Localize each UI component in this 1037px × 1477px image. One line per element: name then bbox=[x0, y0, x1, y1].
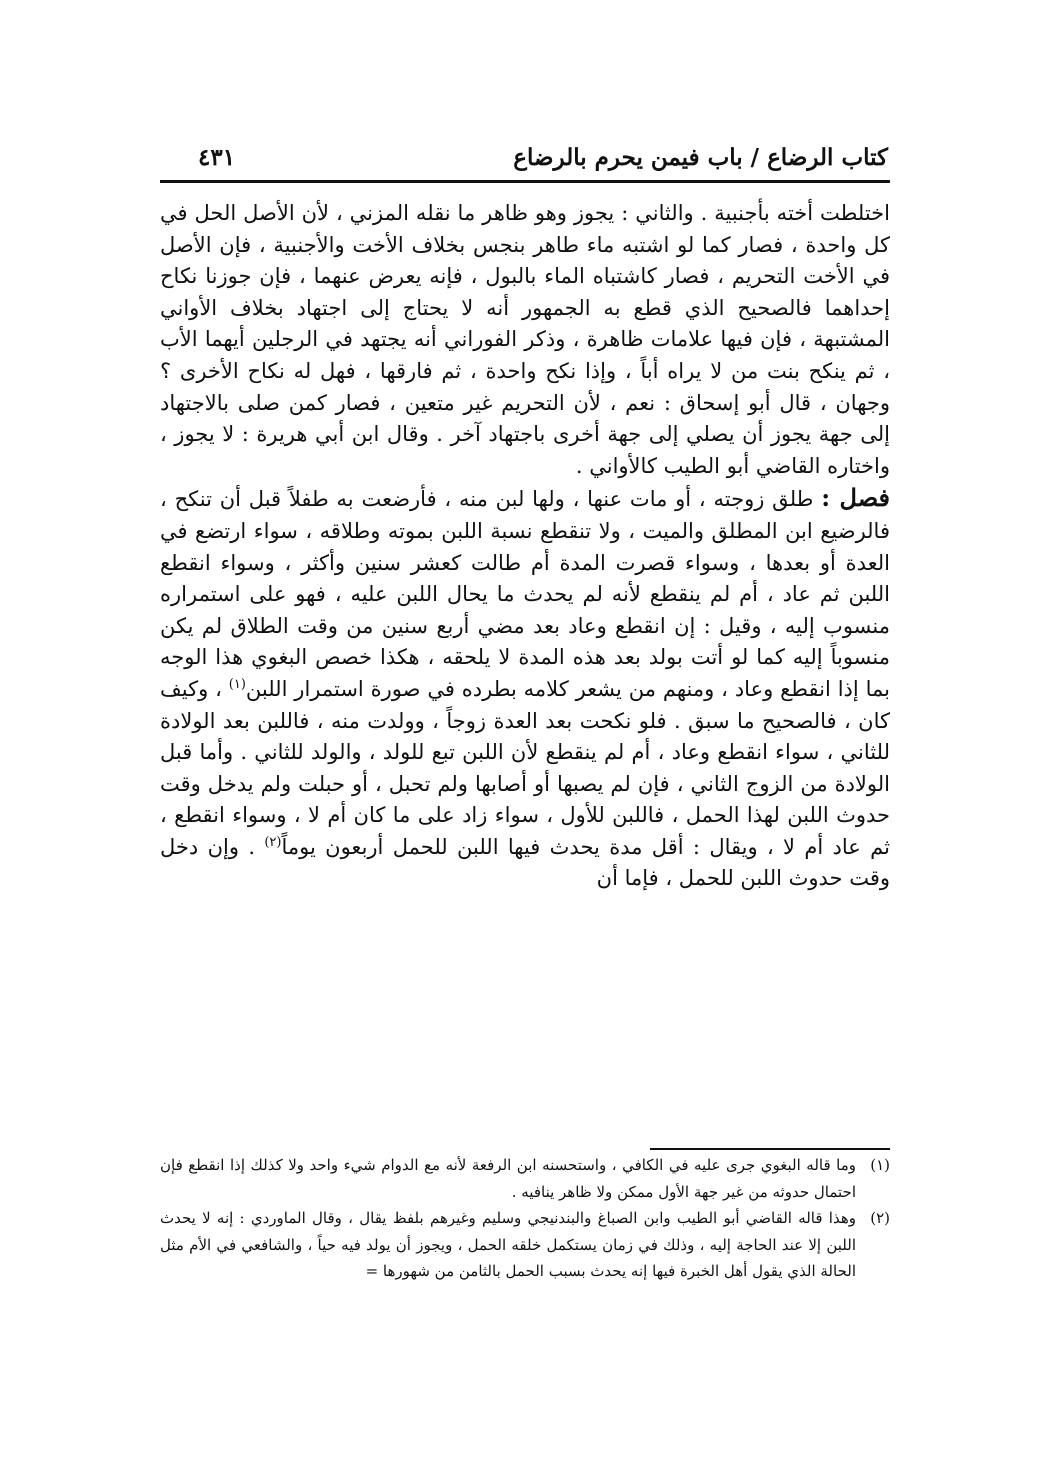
footnote-text: وما قاله البغوي جرى عليه في الكافي ، واستحسنه ابن الرفعة لأنه مع الدوام شيء واحد ولا كذلك إذا انقطع فإن احتمال حدوثه من غير جهة الأول ممكن ولا ظاهر ينافيه . bbox=[160, 1156, 856, 1201]
header-divider bbox=[160, 180, 890, 183]
footnote-number: (١) bbox=[870, 1156, 890, 1174]
page-header bbox=[160, 136, 888, 180]
paragraph-1: اختلطت أخته بأجنبية . والثاني : يجوز وهو ظاهر ما نقله المزني ، لأن الأصل الحل في كل واحدة ، فصار كما لو اشتبه ماء طاهر بنجس بخلاف الأخت والأجنبية ، فإن الأصل في الأخت التحريم ، فصار كاشتباه الماء بالبول ، فإنه يعرض عنهما ، فإن جوزنا نكاح إحداهما فالصحيح الذي قطع به الجمهور أنه لا يحتاج إلى اجتهاد بخلاف الأواني المشتبهة ، فإن فيها علامات ظاهرة ، وذكر الفوراني أنه يجتهد في الرجلين أيهما الأب ، ثم ينكح بنت من لا يراه أباً ، وإذا نكح واحدة ، ثم فارقها ، فهل له نكاح الأخرى ؟ وجهان ، قال أبو إسحاق : نعم ، لأن التحريم غير متعين ، فصار كمن صلى بالاجتهاد إلى جهة يجوز أن يصلي إلى جهة أخرى باجتهاد آخر . وقال ابن أبي هريرة : لا يجوز ، واختاره القاضي أبو الطيب كالأواني . bbox=[160, 201, 890, 478]
paragraph-2-text-c: . وإن دخل وقت حدوث اللبن للحمل ، فإما أن bbox=[160, 834, 890, 891]
footnotes bbox=[160, 1152, 890, 1285]
section-heading: فصل : bbox=[821, 483, 890, 513]
footnote-number: (٢) bbox=[870, 1209, 890, 1227]
footnote-text: وهذا قاله القاضي أبو الطيب وابن الصباغ والبندنيجي وسليم وغيرهم بلفظ يقال ، وقال الماوردي : إنه لا يحدث اللبن إلا عند الحاجة إليه ، وذلك في زمان يستكمل خلقه الحمل ، ويجوز أن يولد فيه حياً ، والشافعي في الأم مثل الحالة الذي يقول أهل الخبرة فيها إنه يحدث بسبب الحمل بالثامن من شهورها = bbox=[160, 1209, 856, 1280]
page-number: ٤٣١ bbox=[198, 144, 236, 171]
footnote-2 bbox=[160, 1205, 890, 1285]
paragraph-2-text-b: ، وكيف كان ، فالصحيح ما سبق . فلو نكحت بعد العدة زوجاً ، وولدت منه ، فاللبن بعد الولادة للثاني ، سواء انقطع وعاد ، أم لم ينقطع لأن اللبن تبع للولد ، والولد للثاني . وأما قبل الولادة من الزوج الثاني ، فإن لم يصبها أو أصابها ولم تحبل ، أو حبلت ولم يدخل وقت حدوث اللبن لهذا الحمل ، فاللبن للأول ، سواء زاد على ما كان أم لا ، وسواء انقطع ، ثم عاد أم لا ، ويقال : أقل مدة يحدث فيها اللبن للحمل أربعون يوماً bbox=[160, 676, 890, 859]
footnote-1 bbox=[160, 1152, 890, 1205]
main-text bbox=[160, 198, 890, 1118]
footnote-ref-2: (٢) bbox=[264, 834, 282, 850]
running-title: كتاب الرضاع / باب فيمن يحرم بالرضاع bbox=[513, 144, 888, 171]
footnote-ref-1: (١) bbox=[228, 676, 246, 692]
paragraph-2 bbox=[160, 482, 890, 895]
paragraph-2-text-a: طلق زوجته ، أو مات عنها ، ولها لبن منه ، فأرضعت به طفلاً قبل أن تنكح ، فالرضيع ابن المطلق والميت ، ولا تنقطع نسبة اللبن بموته وطلاقه ، سواء ارتضع في العدة أو بعدها ، وسواء قصرت المدة أم طالت كعشر سنين وأكثر ، وسواء انقطع اللبن ثم عاد ، أم لم ينقطع لأنه لم يحدث ما يحال اللبن عليه ، فهو على استمراره منسوب إليه ، وقيل : إن انقطع وعاد بعد مضي أربع سنين من وقت الطلاق لم يكن منسوباً إليه كما لو أتت بولد بعد هذه المدة لا يلحقه ، هكذا خصص البغوي هذا الوجه بما إذا انقطع وعاد ، ومنهم من يشعر كلامه بطرده في صورة استمرار اللبن bbox=[160, 487, 890, 701]
footnote-divider bbox=[650, 1148, 890, 1150]
